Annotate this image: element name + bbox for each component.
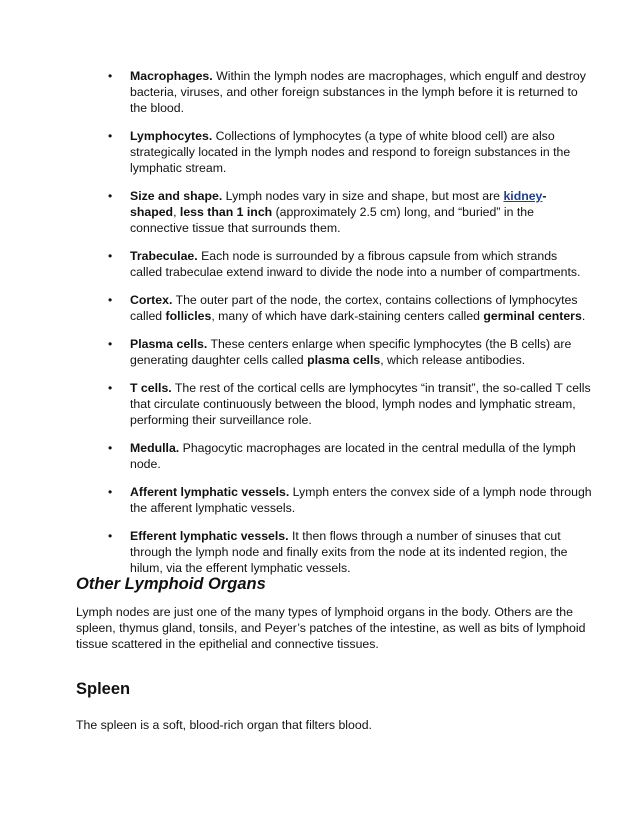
bold-term: -shaped: [130, 189, 547, 219]
bullet-lead: Trabeculae.: [130, 249, 198, 263]
other-lymphoid-organs-heading: Other Lymphoid Organs: [76, 575, 266, 593]
bold-term: plasma cells: [307, 353, 381, 367]
bullet-text: Each node is surrounded by a fibrous capsule from which strands called trabeculae extend inward to divide the node into a number of compartments.: [130, 249, 581, 279]
bullet-lead: Medulla.: [130, 441, 180, 455]
bullet-macrophages: [106, 68, 592, 116]
bullet-text: Lymph enters the convex side of a lymph node through the afferent lymphatic vessels.: [130, 485, 592, 515]
bullet-lead: Efferent lymphatic vessels.: [130, 529, 289, 543]
bullet-trabeculae: [106, 248, 592, 280]
bullet-text: , many of which have dark-staining centers called: [211, 309, 484, 323]
bullet-lead: Plasma cells.: [130, 337, 208, 351]
bullet-text: The outer part of the node, the cortex, contains collections of lymphocytes called: [130, 293, 578, 323]
bullet-lead: Lymphocytes.: [130, 129, 213, 143]
bullet-cortex: [106, 292, 592, 324]
bullet-text: .: [581, 309, 586, 323]
spleen-heading: Spleen: [76, 680, 131, 698]
bullet-text: It then flows through a number of sinuses that cut through the lymph node and finally exits from the node at its indented region, the hilum, via the efferent lymphatic vessels.: [130, 529, 568, 575]
bullet-text: Collections of lymphocytes (a type of white blood cell) are also strategically located in the lymph nodes and respond to foreign substances in the lymphatic stream.: [130, 129, 571, 175]
bullet-text: Within the lymph nodes are macrophages, which engulf and destroy bacteria, viruses, and other foreign substances in the lymph before it is returned to the blood.: [130, 69, 586, 115]
bullet-text: , which release antibodies.: [380, 353, 526, 367]
bullet-lead: T cells.: [130, 381, 172, 395]
bullet-lead: Afferent lymphatic vessels.: [130, 485, 290, 499]
bullet-text: ,: [173, 205, 180, 219]
bullet-efferent-vessels: [106, 528, 592, 576]
bullet-t-cells: [106, 380, 592, 428]
bold-term: less than 1 inch: [179, 205, 273, 219]
bullet-text: (approximately 2.5 cm) long, and “buried” in the connective tissue that surrounds them.: [130, 205, 534, 235]
bullet-text: Phagocytic macrophages are located in the central medulla of the lymph node.: [130, 441, 576, 471]
bullet-lead: Size and shape.: [130, 189, 223, 203]
bullet-text: Lymph nodes vary in size and shape, but most are: [222, 189, 504, 203]
bold-term: follicles: [165, 309, 212, 323]
kidney-link[interactable]: kidney: [503, 189, 543, 203]
bullet-plasma-cells: [106, 336, 592, 368]
bullet-text: The rest of the cortical cells are lymphocytes “in transit”, the so-called T cells that circulate continuously between the blood, lymph nodes and lymphatic stream, performing their surveillance role.: [130, 381, 591, 427]
other-lymphoid-organs-paragraph: Lymph nodes are just one of the many types of lymphoid organs in the body. Others are the spleen, thymus gland, tonsils, and Peyer’s patches of the intestine, as well as bits of lymphoid tissue scattered in the epithelial and connective tissues.: [76, 605, 586, 651]
bullet-medulla: [106, 440, 592, 472]
lymph-node-bullet-list: [106, 68, 592, 588]
bold-term: germinal centers: [483, 309, 582, 323]
bullet-lead: Cortex.: [130, 293, 173, 307]
spleen-paragraph: The spleen is a soft, blood-rich organ that filters blood.: [76, 718, 372, 732]
bullet-lymphocytes: [106, 128, 592, 176]
bullet-text: These centers enlarge when specific lymphocytes (the B cells) are generating daughter cells called: [130, 337, 572, 367]
bullet-lead: Macrophages.: [130, 69, 213, 83]
bullet-size-and-shape: [106, 188, 592, 236]
bullet-afferent-vessels: [106, 484, 592, 516]
